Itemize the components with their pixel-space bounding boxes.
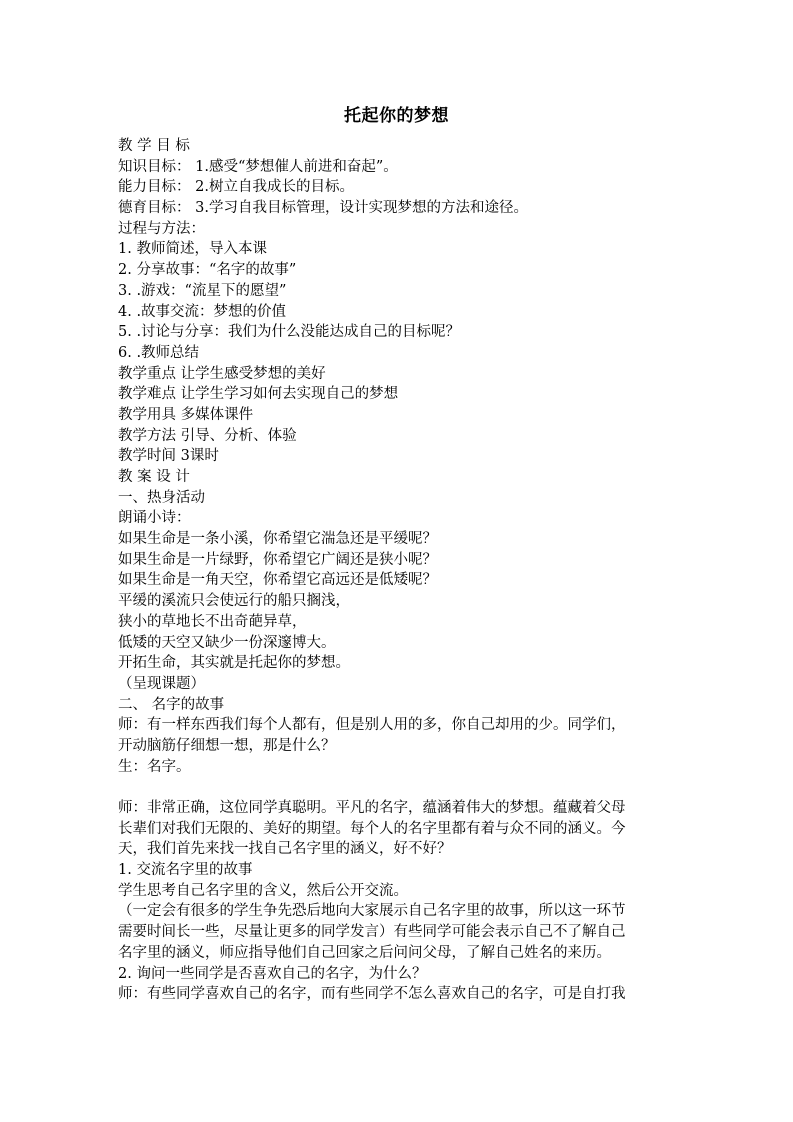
text-line: 能力目标： 2.树立自我成长的目标。	[118, 179, 354, 196]
text-line: 师：非常正确，这位同学真聪明。平凡的名字，蕴涵着伟大的梦想。蕴藏着父母	[118, 800, 626, 816]
text-line: 朗诵小诗：	[118, 510, 191, 527]
text-line: 1. 教师简述，导入本课	[118, 241, 267, 258]
text-line: 4. .故事交流：梦想的价值	[118, 303, 287, 320]
text-line: 师：有些同学喜欢自己的名字，而有些同学不怎么喜欢自己的名字，可是自打我	[118, 986, 626, 1003]
text-line: 6. .教师总结	[118, 344, 200, 361]
document-body	[118, 136, 678, 1005]
blank-line	[118, 777, 678, 798]
text-line: 2. 分享故事：“名字的故事”	[118, 262, 297, 279]
text-line: 过程与方法：	[118, 220, 205, 237]
text-line: 平缓的溪流只会使远行的船只搁浅，	[118, 593, 350, 610]
text-line: 低矮的天空又缺少一份深邃博大。	[118, 634, 336, 651]
text-line: 名字里的涵义，师应指导他们自己回家之后问问父母，了解自己姓名的来历。	[118, 944, 611, 961]
text-line: 开拓生命，其实就是托起你的梦想。	[118, 655, 350, 672]
text-line: 一、热身活动	[118, 489, 205, 506]
text-line: 开动脑筋仔细想一想，那是什么？	[118, 737, 336, 754]
text-line: 如果生命是一角天空，你希望它高远还是低矮呢？	[118, 572, 437, 589]
text-line: 如果生命是一片绿野，你希望它广阔还是狭小呢？	[118, 551, 437, 568]
text-line: 二、 名字的故事	[118, 696, 225, 713]
text-line: 教学方法 引导、分析、体验	[118, 427, 297, 444]
text-line: 学生思考自己名字里的含义，然后公开交流。	[118, 882, 408, 899]
text-line: 教学重点 让学生感受梦想的美好	[118, 365, 326, 382]
text-line: 天，我们首先来找一找自己名字里的涵义，好不好？	[118, 841, 452, 858]
text-line: （一定会有很多的学生争先恐后地向大家展示自己名字里的故事，所以这一环节	[118, 903, 626, 920]
text-line: 教学难点 让学生学习如何去实现自己的梦想	[118, 386, 399, 403]
text-line: （呈现课题）	[118, 675, 205, 692]
text-line: 教学时间 3课时	[118, 448, 219, 465]
text-line: 长辈们对我们无限的、美好的期望。每个人的名字里都有着与众不同的涵义。今	[118, 820, 626, 837]
text-line: 教 案 设 计	[118, 469, 190, 485]
document-title: 托起你的梦想	[344, 106, 449, 126]
text-line: 需要时间长一些，尽量让更多的同学发言）有些同学可能会表示自己不了解自己	[118, 924, 626, 941]
text-line: 1. 交流名字里的故事	[118, 862, 253, 879]
text-line: 德育目标： 3.学习自我目标管理，设计实现梦想的方法和途径。	[118, 200, 528, 217]
text-line: 狭小的草地长不出奇葩异草，	[118, 613, 307, 630]
text-line: 师：有一样东西我们每个人都有，但是别人用的多，你自己却用的少。同学们，	[118, 717, 626, 734]
text-line: 教学用具 多媒体课件	[118, 406, 254, 423]
text-line: 5. .讨论与分享：我们为什么没能达成自己的目标呢？	[118, 324, 461, 341]
text-line: 如果生命是一条小溪，你希望它湍急还是平缓呢？	[118, 531, 437, 548]
text-line: 生：名字。	[118, 758, 191, 775]
text-line: 知识目标： 1.感受“梦想催人前进和奋起”。	[118, 158, 398, 175]
text-line: 3. .游戏：“流星下的愿望”	[118, 282, 287, 299]
text-line: 2. 询问一些同学是否喜欢自己的名字，为什么？	[118, 965, 427, 982]
text-line: 教 学 目 标	[118, 138, 190, 154]
